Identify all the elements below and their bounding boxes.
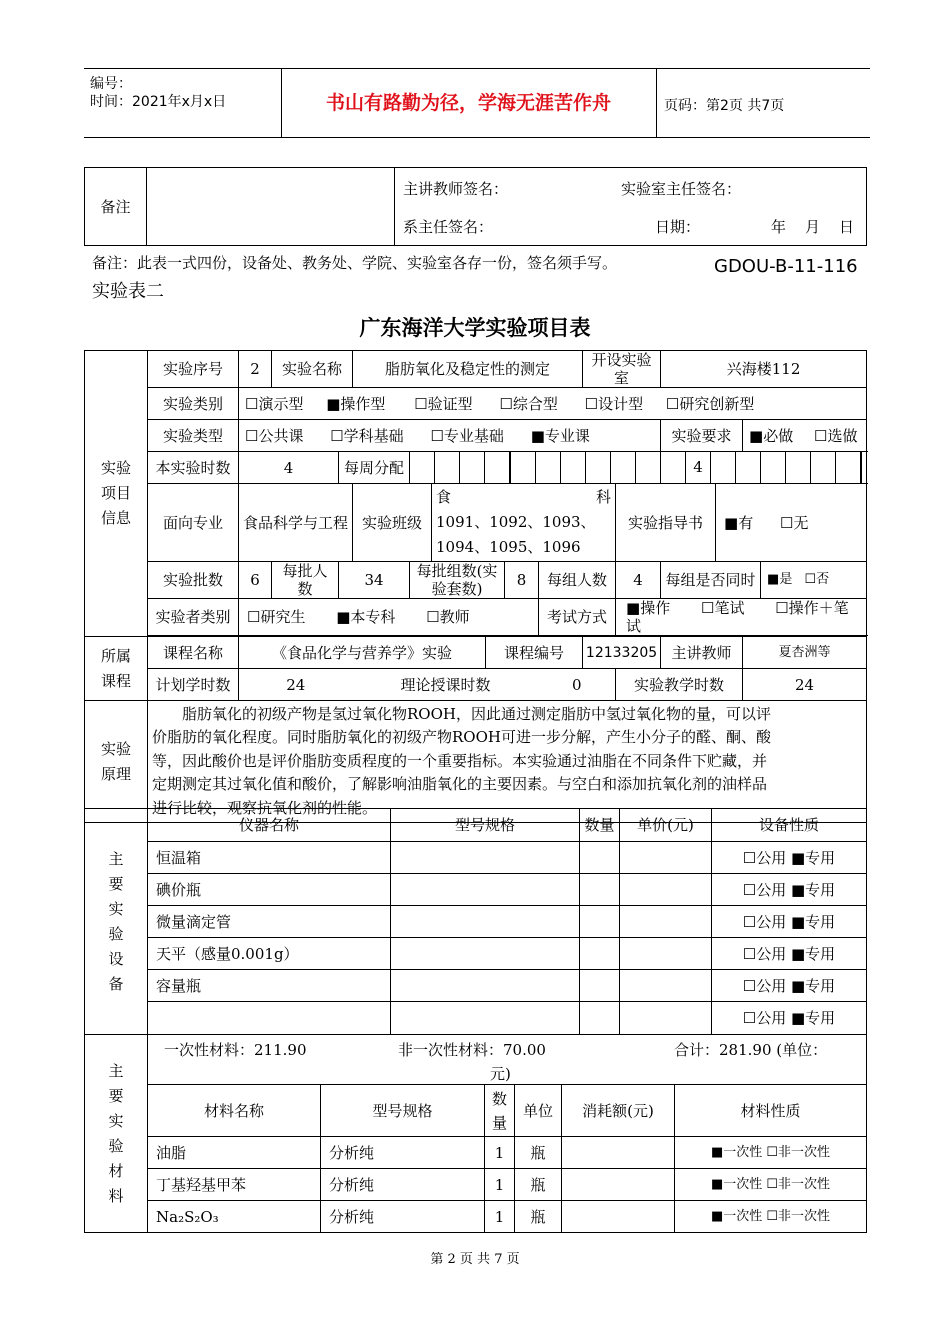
principle-line: 脂肪氧化的初级产物是氢过氧化物ROOH，因此通过测定脂肪中氢过氧化物的量，可以评 [182, 704, 771, 723]
material-header-unit: 单位 [515, 1085, 562, 1137]
equipment-qty [580, 906, 620, 938]
participant-options[interactable] [239, 599, 539, 636]
equipment-header-name: 仪器名称 [148, 809, 391, 842]
equipment-name [148, 1002, 391, 1035]
weekly-allocation [410, 452, 867, 484]
equipment-name: 容量瓶 [148, 970, 391, 1002]
page-title: 广东海洋大学实验项目表 [359, 315, 591, 340]
principle-line: 等，因此酸价也是评价脂肪变质程度的一个重要指标。本实验通过油脂在不同条件下贮藏，并 [152, 751, 768, 770]
unit-tail: 元) [490, 1065, 511, 1083]
number-label: 编号： [90, 76, 132, 92]
weekly-label: 每周分配 [339, 452, 410, 484]
weekly-value: 4 [686, 452, 711, 483]
course-code-label: 课程编号 [486, 637, 583, 669]
equipment-price [620, 1002, 712, 1035]
table-row [85, 1169, 867, 1201]
material-cost [562, 1169, 675, 1201]
equipment-spec [391, 874, 580, 906]
per-batch-value: 34 [339, 562, 410, 599]
experiment-hours-label: 实验教学时数 [616, 669, 743, 701]
participant-option[interactable]: ☐教师 [426, 608, 470, 626]
course-code: 12133205 [583, 637, 661, 669]
material-name: 油脂 [148, 1137, 321, 1169]
material-unit: 瓶 [515, 1169, 562, 1201]
year-label: 年 [771, 218, 787, 236]
simultaneous-option[interactable]: ■是 [767, 572, 793, 587]
table-row [85, 970, 867, 1002]
equipment-nature[interactable]: ☐公用 ■专用 [712, 906, 867, 938]
groups-value: 8 [505, 562, 539, 599]
seq-value: 2 [239, 351, 272, 388]
equipment-header-price: 单价(元) [620, 809, 712, 842]
major-label: 面向专业 [148, 484, 239, 562]
exam-option[interactable]: ☐操作＋笔试 [626, 599, 849, 635]
theory-hours-label: 理论授课时数 [353, 669, 539, 701]
experiment-hours: 24 [743, 669, 867, 701]
per-group-value: 4 [616, 562, 661, 599]
material-cost [562, 1201, 675, 1233]
dept-director-signature-label: 系主任签名： [403, 218, 494, 236]
category-options[interactable] [239, 388, 867, 420]
material-header-qty: 数量 [485, 1085, 515, 1137]
principle-text [148, 701, 867, 823]
page-header [84, 68, 870, 138]
material-spec: 分析纯 [321, 1137, 485, 1169]
date-label: 日期： [655, 218, 701, 236]
class-first-char: 食 [436, 488, 452, 506]
material-nature[interactable]: ■一次性 ☐非一次性 [675, 1201, 867, 1233]
material-header-nature: 材料性质 [675, 1085, 867, 1137]
simultaneous-options[interactable] [761, 562, 867, 599]
materials-table [84, 1034, 867, 1233]
category-option[interactable]: ☐设计型 [584, 394, 644, 413]
exam-option[interactable]: ■操作 [626, 599, 671, 617]
per-group-label: 每组人数 [539, 562, 616, 599]
section-course: 所属 课程 [85, 637, 148, 701]
non-disposable-total: 非一次性材料：70.00 [398, 1041, 546, 1059]
lab-value: 兴海楼112 [661, 351, 867, 388]
course-name: 《食品化学与营养学》实验 [239, 637, 486, 669]
page-indicator: 页码：第2页 共7页 [664, 98, 785, 114]
equipment-nature[interactable]: ☐公用 ■专用 [712, 938, 867, 970]
principle-line: 定期测定其过氧化值和酸价，了解影响油脂氧化的主要因素。与空白和添加抗氧化剂的油样品 [152, 775, 768, 794]
equipment-spec [391, 970, 580, 1002]
table-row [85, 1002, 867, 1035]
exam-options[interactable] [616, 599, 867, 636]
month-label: 月 [805, 218, 821, 236]
table-row [85, 1137, 867, 1169]
table-row [85, 874, 867, 906]
equipment-name: 微量滴定管 [148, 906, 391, 938]
equipment-header-spec: 型号规格 [391, 809, 580, 842]
equipment-header-qty: 数量 [580, 809, 620, 842]
simultaneous-label: 每组是否同时 [661, 562, 761, 599]
class-value [432, 484, 616, 562]
type-option[interactable]: ☐公共课 [245, 426, 304, 445]
participant-label: 实验者类别 [148, 599, 239, 636]
material-cost [562, 1137, 675, 1169]
lab-director-signature-label: 实验室主任签名： [621, 180, 742, 198]
category-label: 实验类别 [148, 388, 239, 420]
teacher-label: 主讲教师 [661, 637, 743, 669]
material-name: Na₂S₂O₃ [148, 1201, 321, 1233]
material-spec: 分析纯 [321, 1201, 485, 1233]
planned-hours: 24 [239, 669, 353, 701]
disposable-total: 一次性材料：211.90 [164, 1041, 307, 1059]
groups-label: 每批组数(实验套数) [410, 562, 505, 599]
equipment-nature[interactable]: ☐公用 ■专用 [712, 842, 867, 874]
type-option[interactable]: ☐专业基础 [430, 426, 504, 445]
course-name-label: 课程名称 [148, 637, 239, 669]
section-materials: 主 要 实 验 材 料 [85, 1035, 148, 1233]
principle-line: 价脂肪的氧化程度。同时脂肪氧化的初级产物ROOH可进一步分解，产生小分子的醛、酮、酸 [152, 728, 771, 747]
batches-label: 实验批数 [148, 562, 239, 599]
per-batch-label: 每批人数 [272, 562, 339, 599]
equipment-spec [391, 842, 580, 874]
name-label: 实验名称 [272, 351, 353, 388]
material-nature[interactable]: ■一次性 ☐非一次性 [675, 1169, 867, 1201]
exam-option[interactable]: ☐笔试 [701, 599, 745, 617]
category-option[interactable]: ■操作型 [326, 394, 386, 413]
experiment-name: 脂肪氧化及稳定性的测定 [353, 351, 583, 388]
equipment-qty [580, 970, 620, 1002]
class-list: 1091、1092、1093、1094、1095、1096 [436, 513, 596, 556]
material-spec: 分析纯 [321, 1169, 485, 1201]
equipment-name: 天平（感量0.001g） [148, 938, 391, 970]
guide-option[interactable]: ☐无 [780, 513, 809, 532]
requirement-option[interactable]: ■必做 [749, 426, 794, 445]
major-value: 食品科学与工程 [239, 484, 353, 562]
equipment-table [84, 808, 867, 1035]
guide-option[interactable]: ■有 [724, 513, 754, 532]
batches-value: 6 [239, 562, 272, 599]
teacher-name: 夏杏洲等 [743, 637, 867, 669]
table-row [85, 938, 867, 970]
equipment-price [620, 874, 712, 906]
equipment-qty [580, 842, 620, 874]
equipment-qty [580, 874, 620, 906]
form-code: GDOU-B-11-116 [714, 256, 858, 277]
page-footer: 第 2 页 共 7 页 [430, 1252, 520, 1267]
equipment-name: 恒温箱 [148, 842, 391, 874]
copies-note: 备注：此表一式四份，设备处、教务处、学院、实验室各存一份，签名须手写。 [92, 254, 618, 272]
material-unit: 瓶 [515, 1201, 562, 1233]
remarks-field [147, 168, 395, 246]
equipment-qty [580, 938, 620, 970]
equipment-spec [391, 938, 580, 970]
equipment-header-nature: 设备性质 [712, 809, 867, 842]
equipment-qty [580, 1002, 620, 1035]
material-qty: 1 [485, 1201, 515, 1233]
type-option[interactable]: ☐学科基础 [330, 426, 404, 445]
material-header-cost: 消耗额(元) [562, 1085, 675, 1137]
material-header-name: 材料名称 [148, 1085, 321, 1137]
material-unit: 瓶 [515, 1137, 562, 1169]
equipment-price [620, 938, 712, 970]
category-option[interactable]: ☐验证型 [414, 394, 473, 413]
participant-option[interactable]: ☐研究生 [247, 608, 306, 626]
simultaneous-option[interactable]: ☐否 [804, 572, 830, 587]
requirement-label: 实验要求 [661, 420, 743, 452]
table-row [85, 842, 867, 874]
theory-hours: 0 [539, 669, 616, 701]
category-option[interactable]: ☐综合型 [499, 394, 558, 413]
material-qty: 1 [485, 1137, 515, 1169]
section-principle: 实验 原理 [85, 701, 148, 823]
equipment-nature[interactable]: ☐公用 ■专用 [712, 874, 867, 906]
requirement-options[interactable] [743, 420, 867, 452]
table-name: 实验表二 [92, 281, 164, 302]
category-option[interactable]: ☐演示型 [245, 394, 304, 413]
table-row [85, 1201, 867, 1233]
equipment-spec [391, 906, 580, 938]
equipment-name: 碘价瓶 [148, 874, 391, 906]
lab-label: 开设实验室 [583, 351, 661, 388]
section-experiment-info: 实验 项目 信息 [85, 351, 148, 637]
experiment-table [84, 350, 867, 823]
section-equipment: 主 要 实 验 设 备 [85, 809, 148, 1035]
equipment-nature[interactable]: ☐公用 ■专用 [712, 970, 867, 1002]
requirement-option[interactable]: ☐选做 [814, 426, 858, 445]
material-name: 丁基羟基甲苯 [148, 1169, 321, 1201]
guide-label: 实验指导书 [616, 484, 716, 562]
equipment-price [620, 906, 712, 938]
principle-line: 进行比较，观察抗氧化剂的性能。 [152, 798, 378, 817]
equipment-price [620, 970, 712, 1002]
grand-total: 合计：281.90 (单位： [674, 1041, 828, 1059]
remarks-label: 备注 [85, 168, 147, 246]
equipment-spec [391, 1002, 580, 1035]
category-option[interactable]: ☐研究创新型 [665, 394, 755, 413]
type-label: 实验类型 [148, 420, 239, 452]
class-last-char: 科 [596, 488, 612, 506]
material-header-spec: 型号规格 [321, 1085, 485, 1137]
type-options[interactable] [239, 420, 661, 452]
guide-options[interactable] [716, 484, 867, 562]
motto: 书山有路勤为径，学海无涯苦作舟 [281, 69, 657, 137]
material-nature[interactable]: ■一次性 ☐非一次性 [675, 1137, 867, 1169]
hours-label: 本实验时数 [148, 452, 239, 484]
material-qty: 1 [485, 1169, 515, 1201]
seq-label: 实验序号 [148, 351, 239, 388]
day-label: 日 [839, 218, 855, 236]
planned-hours-label: 计划学时数 [148, 669, 239, 701]
exam-label: 考试方式 [539, 599, 616, 636]
materials-summary [148, 1035, 867, 1085]
teacher-signature-label: 主讲教师签名： [403, 180, 509, 198]
signature-table [84, 167, 867, 246]
class-label: 实验班级 [353, 484, 432, 562]
type-option[interactable]: ■专业课 [530, 426, 590, 445]
hours-value: 4 [239, 452, 339, 484]
equipment-nature[interactable]: ☐公用 ■专用 [712, 1002, 867, 1035]
equipment-price [620, 842, 712, 874]
time-label: 时间：2021年x月x日 [90, 94, 227, 110]
participant-option[interactable]: ■本专科 [336, 608, 396, 626]
table-row [85, 906, 867, 938]
